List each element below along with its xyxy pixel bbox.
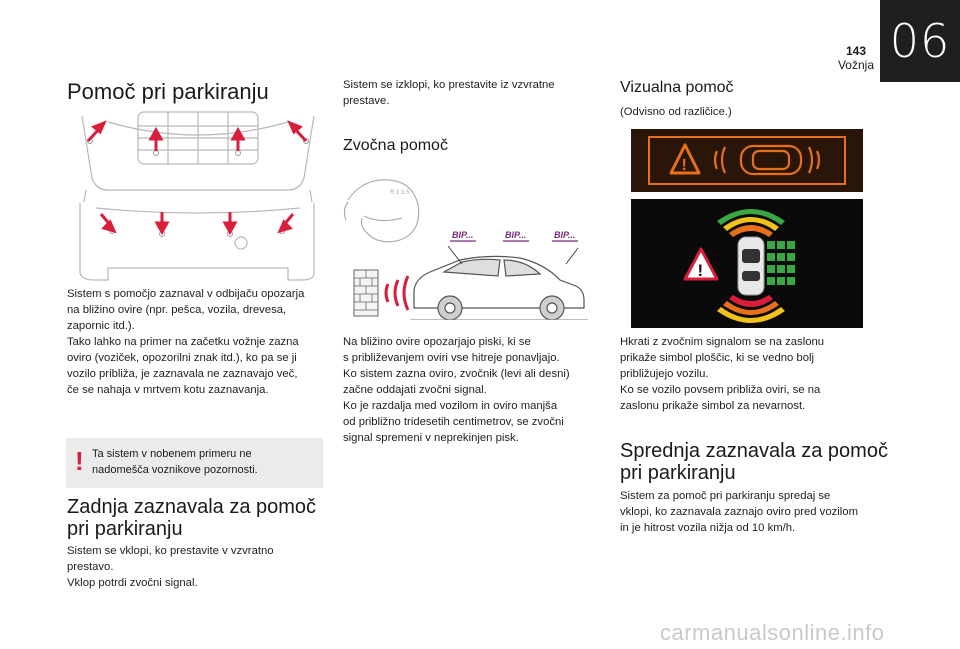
switch-off-text: Sistem se izklopi, ko prestavite iz vzvratne prestave. <box>343 79 555 107</box>
intro-text: Sistem s pomočjo zaznaval v odbijaču opozarja na bližino ovire (npr. pešca, vozila, drevesa, zapornic itd.). Tako lahko na primer na začetku vožnje zazna oviro (voziček, opozorilni znak itd.), ko pa se ji vozilo približa, je zaznavala ne zaznavajo več, če se nahaja v mrtvem kotu zaznavanja. <box>67 288 305 396</box>
visual-assist-text: Hkrati z zvočnim signalom se na zaslonu prikaže simbol ploščic, ki se vedno bolj približujejo vozilu. Ko se vozilo povsem približa oviri, se na zaslonu prikaže simbol za nevarnost. <box>620 336 825 412</box>
audio-assist-illustration <box>340 160 590 320</box>
beep-label-2: BIP... <box>505 230 527 240</box>
beep-labels <box>452 230 575 240</box>
audio-assist-title: Zvočna pomoč <box>343 137 448 154</box>
audio-assist-text: Na bližino ovire opozarjajo piski, ki se s približevanjem oviri vse hitreje ponavljajo. Ko sistem zazna oviro, zvočnik (levi ali desni) začne oddajati zvočni signal. Ko je razdalja med vozilom in oviro manjša od približno tridesetih centimetrov, se zvočni signal spremeni v neprekinjen pisk. <box>343 336 570 444</box>
parking-display <box>631 199 863 328</box>
note-text: Ta sistem v nobenem primeru ne nadomešča voznikove pozornosti. <box>92 448 258 476</box>
svg-text:R 1 3 5: R 1 3 5 <box>390 190 410 196</box>
svg-text:!: ! <box>681 157 687 174</box>
front-sensors-text: Sistem za pomoč pri parkiranju spredaj se vklopi, ko zaznavala zaznajo oviro pred vozilom in je hitrost vozila nižja od 10 km/h. <box>620 490 858 534</box>
page-title: Pomoč pri parkiranju <box>67 79 269 104</box>
beep-label-3: BIP... <box>554 230 576 240</box>
chapter-tab: 06 <box>880 0 960 82</box>
warning-indicator-panel <box>631 129 863 192</box>
visual-assist-subtitle: (Odvisno od različice.) <box>620 106 732 118</box>
car-top-view-icon <box>738 237 764 295</box>
sensor-arrows <box>88 123 306 232</box>
front-sensors-title: Sprednja zaznavala za pomoč pri parkiranju <box>620 440 888 484</box>
exclamation-icon: ! <box>75 446 84 476</box>
warning-note <box>66 438 323 488</box>
rear-sensors-title: Zadnja zaznavala za pomoč pri parkiranju <box>67 496 317 540</box>
watermark: carmanualsonline.info <box>660 620 885 645</box>
page-number: 143 <box>845 44 866 58</box>
section-name: Vožnja <box>837 58 874 72</box>
visual-assist-title: Vizualna pomoč <box>620 79 734 96</box>
beep-label-1: BIP... <box>452 230 474 240</box>
rear-sensors-text: Sistem se vklopi, ko prestavite v vzvratno prestavo. Vklop potrdi zvočni signal. <box>67 545 274 589</box>
sensors-illustration <box>78 108 318 283</box>
svg-text:!: ! <box>697 261 704 280</box>
